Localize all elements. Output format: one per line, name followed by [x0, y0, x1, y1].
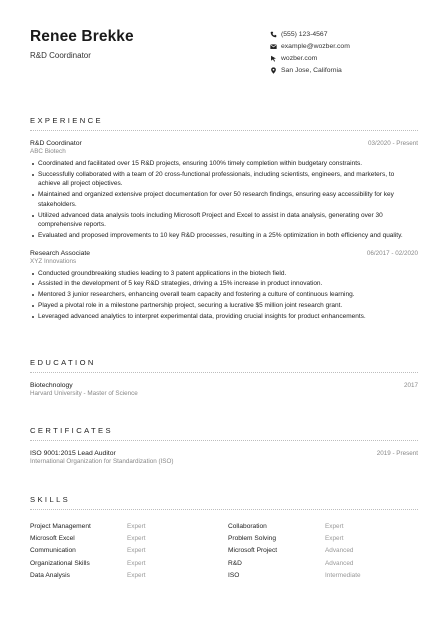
- bullet-item: Coordinated and facilitated over 15 R&D projects, ensuring 100% timely completion within budgetary constraints.: [30, 159, 418, 169]
- skill-name: Organizational Skills: [30, 559, 90, 567]
- certificate-name: ISO 9001:2015 Lead Auditor: [30, 450, 116, 457]
- job-dates: 06/2017 - 02/2020: [366, 249, 418, 257]
- education-entry: [30, 382, 418, 397]
- bullet-item: Successfully collaborated with a team of 20 cross-functional professionals, including scientists, engineers, and marketers, to achieve all project objectives.: [30, 170, 418, 189]
- job-title: R&D Coordinator: [30, 140, 82, 147]
- bullet-item: Conducted groundbreaking studies leading to 3 patent applications in the biotech field.: [30, 269, 418, 279]
- skills-grid: [30, 523, 418, 579]
- phone-icon: [268, 30, 278, 38]
- certificate-issuer: International Organization for Standardization (ISO): [30, 458, 174, 465]
- link-cursor-icon: [268, 54, 278, 62]
- skill-level: Expert: [127, 535, 146, 543]
- section-divider: [30, 440, 418, 441]
- skill-level: Advanced: [325, 547, 354, 555]
- candidate-role: R&D Coordinator: [30, 51, 91, 60]
- contact-website[interactable]: [268, 52, 350, 64]
- contact-phone: [268, 28, 350, 40]
- section-title: SKILLS: [30, 495, 71, 504]
- section-title: EDUCATION: [30, 358, 96, 367]
- skill-name: Microsoft Excel: [30, 535, 75, 543]
- section-divider: [30, 509, 418, 510]
- location-pin-icon: [268, 67, 278, 75]
- section-title: CERTIFICATES: [30, 426, 113, 435]
- skill-level: Expert: [325, 535, 344, 543]
- email-text[interactable]: example@wozber.com: [281, 42, 350, 50]
- skill-level: Expert: [127, 523, 146, 530]
- contact-block: [268, 28, 350, 77]
- degree-field: Biotechnology: [30, 382, 73, 389]
- job-entry: [30, 140, 418, 241]
- skills-section: [30, 495, 418, 579]
- skill-name: Problem Solving: [228, 535, 277, 543]
- certificate-dates: 2019 - Present: [376, 450, 418, 457]
- job-bullets: [30, 159, 418, 241]
- skill-level: Expert: [127, 571, 146, 579]
- skill-level: Expert: [127, 559, 146, 567]
- section-title: EXPERIENCE: [30, 116, 103, 125]
- skill-name: R&D: [228, 559, 242, 567]
- job-company: ABC Biotech: [30, 148, 66, 155]
- resume-header: [30, 28, 418, 88]
- skill-name: Project Management: [30, 523, 91, 530]
- job-bullets: [30, 269, 418, 322]
- bullet-item: Leveraged advanced analytics to interpret experimental data, providing crucial insights for product enhancements.: [30, 312, 418, 322]
- job-dates: 03/2020 - Present: [367, 140, 418, 147]
- bullet-item: Played a pivotal role in a milestone partnership project, securing a lucrative $5 million joint research grant.: [30, 301, 418, 311]
- school-degree: Harvard University - Master of Science: [30, 390, 138, 397]
- envelope-icon: [268, 42, 278, 50]
- certificates-section: [30, 426, 418, 465]
- graduation-year: 2017: [403, 382, 418, 389]
- location-text: San Jose, California: [281, 67, 342, 75]
- skill-level: Intermediate: [325, 571, 361, 579]
- education-section: [30, 358, 418, 397]
- skill-name: Communication: [30, 547, 76, 555]
- bullet-item: Maintained and organized extensive project documentation for over 50 research findings, ensuring easy accessibility for key stakeholders.: [30, 190, 418, 209]
- skill-name: ISO: [228, 571, 240, 579]
- section-divider: [30, 130, 418, 131]
- candidate-name: Renee Brekke: [30, 28, 134, 45]
- contact-location: [268, 65, 350, 77]
- job-entry: [30, 250, 418, 322]
- bullet-item: Mentored 3 junior researchers, enhancing overall team capacity and fostering a culture of continuous learning.: [30, 290, 418, 300]
- skill-level: Expert: [325, 523, 344, 530]
- phone-text: (555) 123-4567: [281, 30, 328, 38]
- bullet-item: Utilized advanced data analysis tools including Microsoft Project and Excel to assist in data analysis, generating over 30 comprehensive reports.: [30, 211, 418, 230]
- certificate-entry: [30, 450, 418, 465]
- skill-name: Collaboration: [228, 523, 267, 530]
- job-title: Research Associate: [30, 249, 91, 257]
- skill-name: Data Analysis: [30, 571, 70, 579]
- skill-level: Advanced: [325, 559, 354, 567]
- section-divider: [30, 372, 418, 373]
- skill-level: Expert: [127, 547, 146, 555]
- bullet-item: Assisted in the development of 5 key R&D strategies, driving a 15% increase in product innovation.: [30, 279, 418, 289]
- job-company: XYZ Innovations: [30, 257, 77, 265]
- website-text[interactable]: wozber.com: [281, 54, 318, 62]
- experience-section: [30, 116, 418, 322]
- skill-name: Microsoft Project: [228, 547, 278, 555]
- contact-email[interactable]: [268, 40, 350, 52]
- bullet-item: Evaluated and proposed improvements to 10 key R&D processes, resulting in a 25% optimization in both efficiency and quality.: [30, 231, 418, 241]
